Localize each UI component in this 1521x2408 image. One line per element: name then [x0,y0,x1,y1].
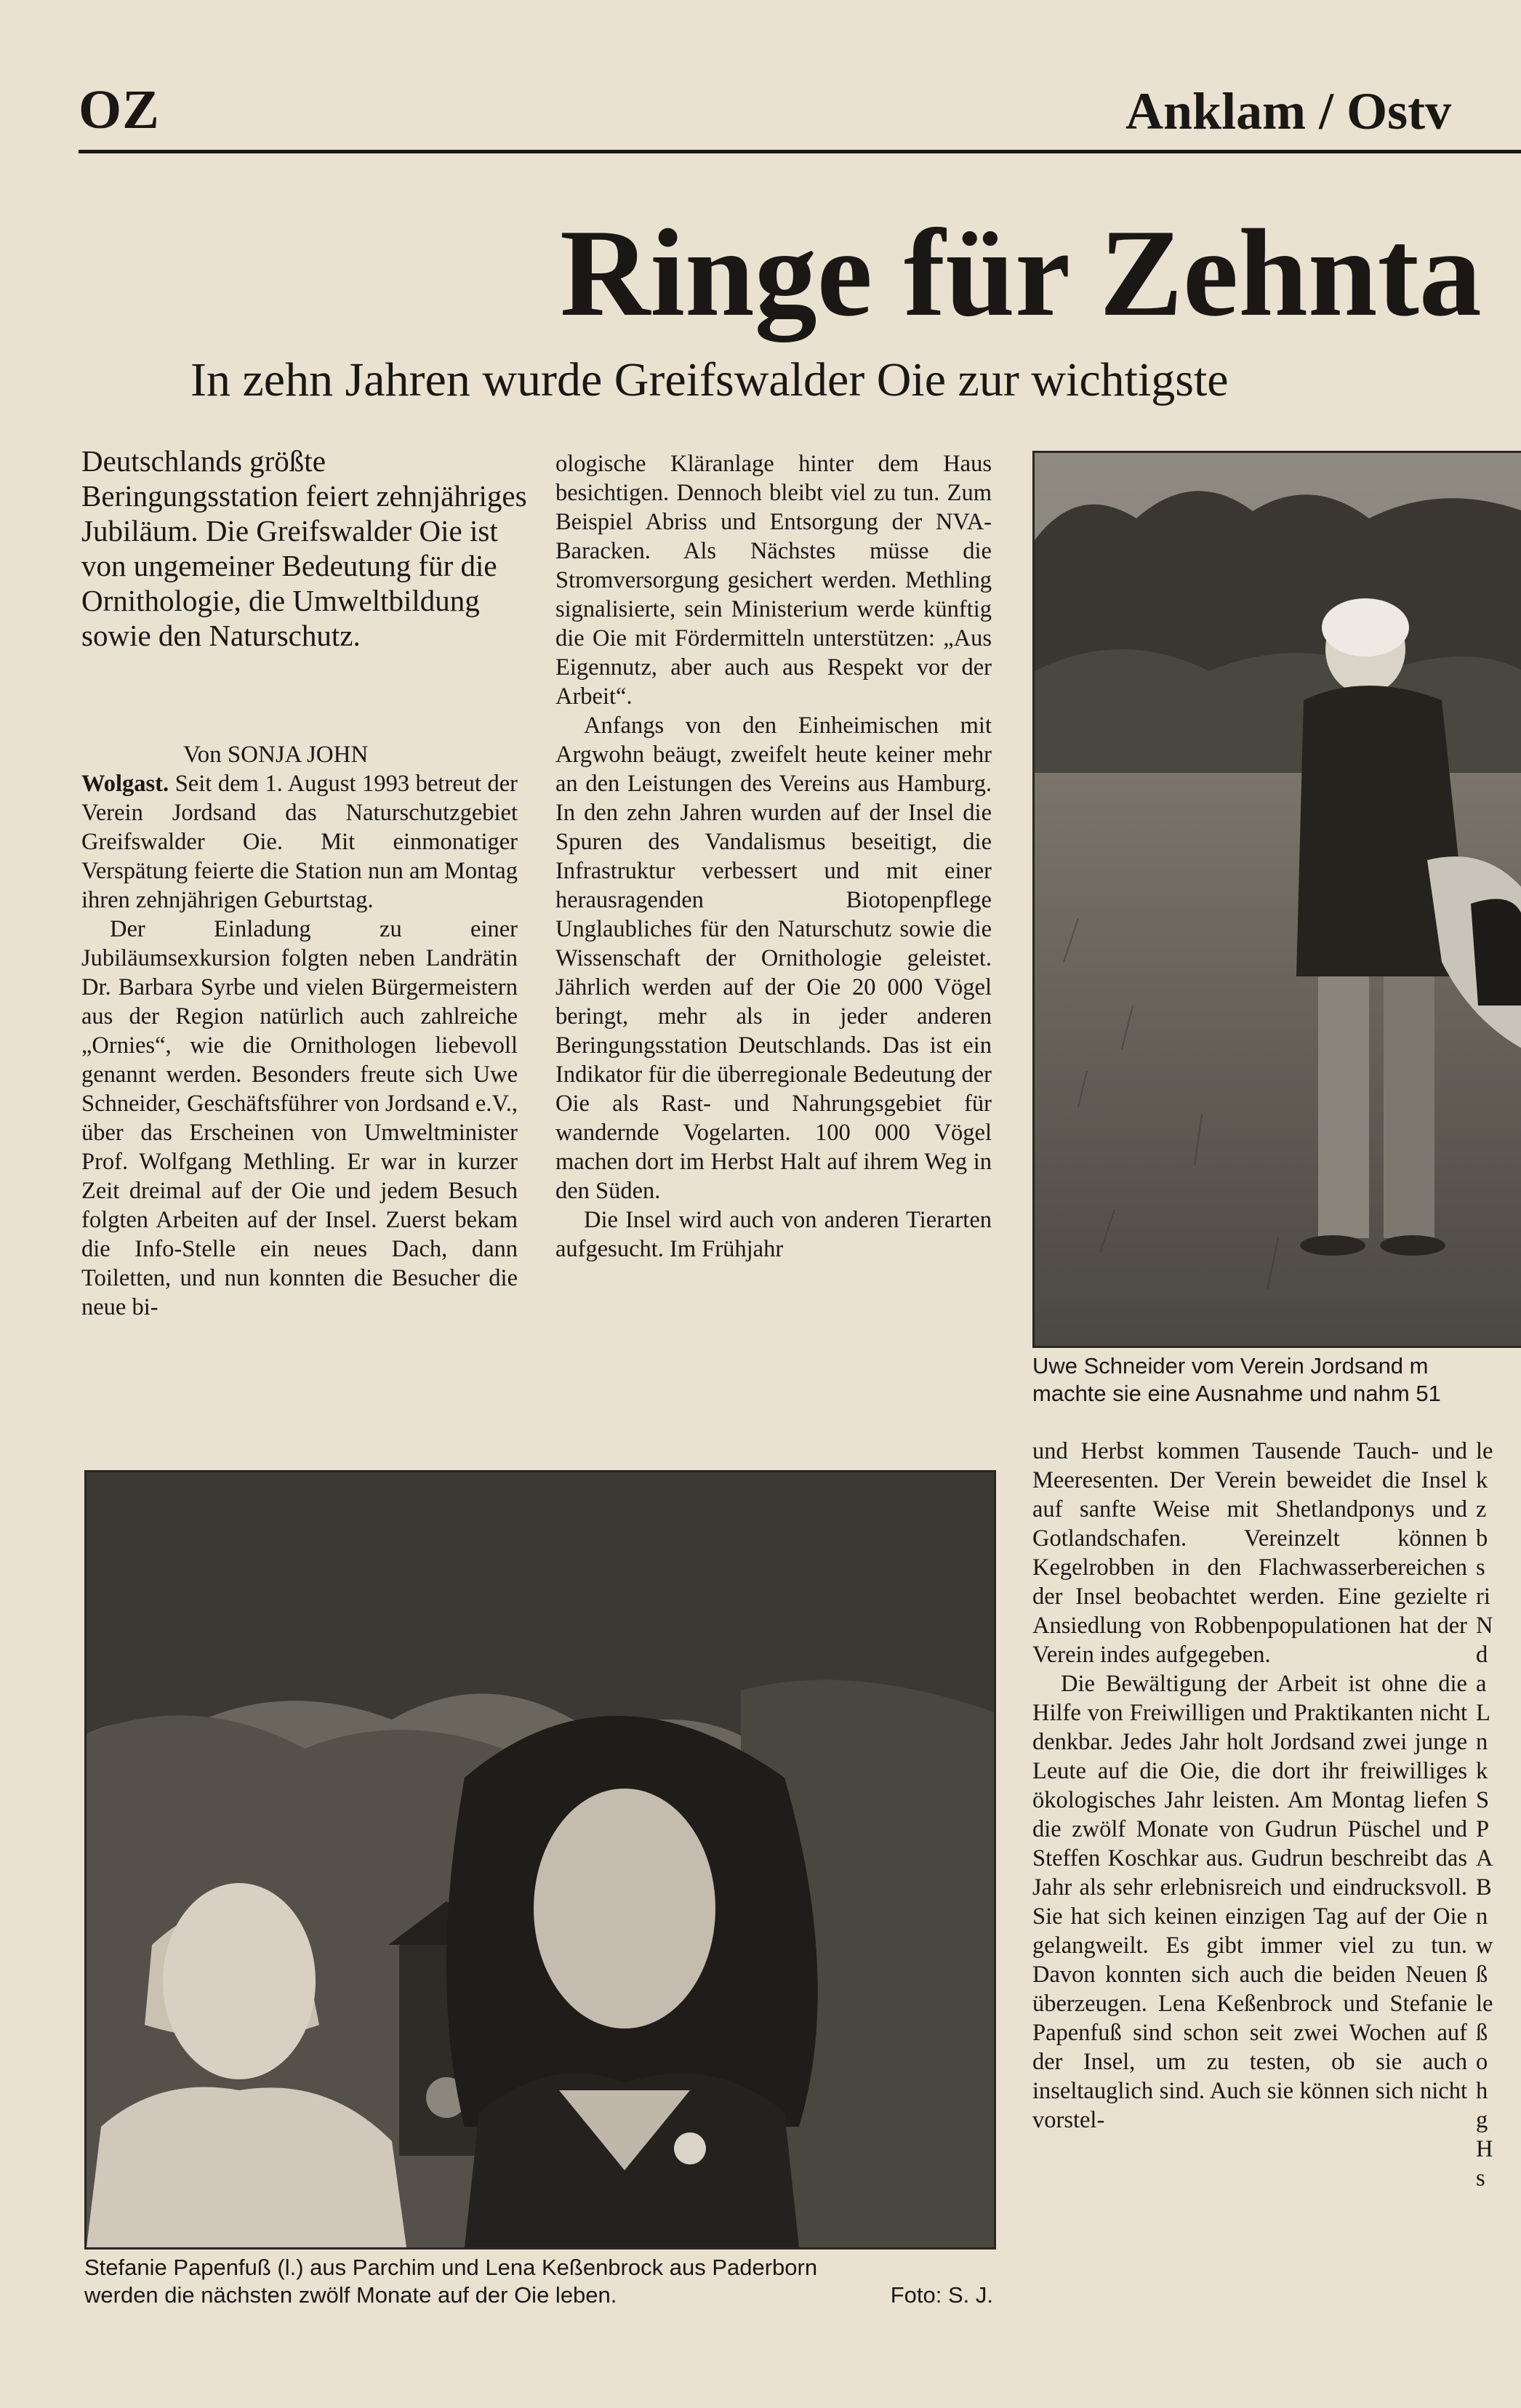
photo1-caption [1032,1352,1521,1408]
dateline: Wolgast. [81,771,169,797]
cropped-line-fragment: k [1476,1467,1488,1493]
article-lead [81,444,532,653]
article-headline: Ringe für Zehnta [560,204,1482,342]
cropped-line-fragment: N [1476,1613,1493,1639]
byline: Von SONJA JOHN [183,742,369,768]
cropped-line-fragment: k [1476,1758,1488,1784]
body-column-3 [1032,1437,1467,2316]
cropped-line-fragment: g [1476,2107,1488,2133]
newspaper-abbreviation: OZ [79,79,160,140]
cropped-line-fragment: d [1476,1642,1488,1668]
photo-portrait-image [87,1472,994,2247]
cropped-line-fragment: s [1476,2165,1485,2191]
body-paragraph: Der Einladung zu einer Jubiläumsexkursion folgten neben Landrätin Dr. Barbara Syrbe und vielen Bürgermeistern aus der Region natürlich auch zahlreiche „Ornies“, wie die Ornithologen liebevoll genannt werden. Besonders freute sich Uwe Schneider, Geschäftsführer von Jordsand e.V., über das Erscheinen von Umweltminister Prof. Wolfgang Methling. Er war in kurzer Zeit dreimal auf der Oie und jedem Besuch folgten Arbeiten auf der Insel. Zuerst bekam die Info-Stelle ein neues Dach, dann Toiletten, und nun konnten die Besucher die neue bi- [81,916,518,1320]
paragraph-text: Seit dem 1. August 1993 betreut der Verein Jordsand das Naturschutzgebiet Greifswalder Oie. Mit einmonatiger Verspätung feierte die Station nun am Montag ihren zehnjährigen Geburtstag. [81,771,518,913]
photo-two-volunteers [84,1470,996,2250]
lead-text: Deutschlands größte Beringungsstation feiert zehnjähriges Jubiläum. Die Greifswalder Oie ist von ungemeiner Bedeutung für die Ornithologie, die Umweltbildung sowie den Naturschutz. [81,444,527,652]
body-paragraph: Die Insel wird auch von anderen Tierarten aufgesucht. Im Frühjahr [555,1207,992,1262]
photo2-caption [84,2254,993,2309]
cropped-line-fragment: ri [1476,1584,1490,1610]
cropped-line-fragment: A [1476,1845,1493,1871]
photo-uwe-schneider [1032,451,1521,1348]
photo-field-image [1035,453,1521,1346]
cropped-line-fragment: H [1476,2136,1493,2162]
cropped-line-fragment: le [1476,1438,1493,1464]
cropped-line-fragment: n [1476,1903,1488,1930]
cropped-line-fragment: n [1476,1729,1488,1755]
cropped-line-fragment: ß [1476,1962,1488,1988]
caption-line [84,2281,993,2309]
cropped-line-fragment: z [1476,1496,1487,1522]
body-column-2 [555,449,992,1438]
cropped-line-fragment: s [1476,1554,1485,1581]
cropped-line-fragment: a [1476,1671,1487,1697]
cropped-line-fragment: ß [1476,2020,1488,2046]
body-paragraph: Anfangs von den Einheimischen mit Argwohn beäugt, zweifelt heute keiner mehr an den Leistungen des Vereins aus Hamburg. In den zehn Jahren wurden auf der Insel die Spuren des Vandalismus beseitigt, die Infrastruktur verbessert und mit einer herausragenden Biotopenpflege Unglaubliches für den Naturschutz sowie die Wissenschaft der Ornithologie geleistet. Jährlich werden auf der Oie 20 000 Vögel beringt, mehr als in jeder anderen Beringungsstation Deutschlands. Das ist ein Indikator für die überregionale Bedeutung der Oie als Rast- und Nahrungsgebiet für wandernde Vogelarten. 100 000 Vögel machen dort im Herbst Halt auf ihrem Weg in den Süden. [555,713,992,1204]
caption-text: werden die nächsten zwölf Monate auf der Oie leben. [84,2282,617,2308]
cropped-line-fragment: B [1476,1874,1492,1901]
caption-line: machte sie eine Ausnahme und nahm 51 [1032,1381,1441,1406]
body-paragraph [81,769,518,915]
cropped-line-fragment: o [1476,2049,1488,2075]
caption-line: Uwe Schneider vom Verein Jordsand m [1032,1353,1429,1378]
cropped-line-fragment: le [1476,1991,1493,2017]
cropped-line-fragment: L [1476,1700,1490,1726]
masthead-rule [79,150,1521,153]
cropped-line-fragment: P [1476,1816,1490,1842]
photo-credit: Foto: S. J. [890,2282,993,2308]
cropped-line-fragment: h [1476,2078,1488,2104]
cropped-line-fragment: w [1476,1933,1493,1959]
section-title: Anklam / Ostv [1125,82,1452,140]
body-column-4-cropped [1476,1437,1521,2316]
caption-line: Stefanie Papenfuß (l.) aus Parchim und Lena Keßenbrock aus Paderborn [84,2255,818,2280]
article-subheadline: In zehn Jahren wurde Greifswalder Oie zur wichtigste [190,353,1229,406]
body-column-1 [81,769,518,1438]
body-paragraph: ologische Kläranlage hinter dem Haus besichtigen. Dennoch bleibt viel zu tun. Zum Beispiel Abriss und Entsorgung der NVA-Baracken. Als Nächstes müsse die Stromversorgung gesichert werden. Methling signalisierte, sein Ministerium werde künftig die Oie mit Fördermitteln unterstützen: „Aus Eigennutz, aber auch aus Respekt vor der Arbeit“. [555,451,992,710]
cropped-line-fragment: b [1476,1525,1488,1552]
cropped-line-fragment: S [1476,1787,1490,1813]
body-paragraph: und Herbst kommen Tausende Tauch- und Meeresenten. Der Verein beweidet die Insel auf sanfte Weise mit Shetlandponys und Gotlandschafen. Vereinzelt können Kegelrobben in den Flachwasserbereichen der Insel beobachtet werden. Eine gezielte Ansiedlung von Robbenpopulationen hat der Verein indes aufgegeben. [1032,1438,1467,1668]
body-paragraph: Die Bewältigung der Arbeit ist ohne die Hilfe von Freiwilligen und Praktikanten nicht denkbar. Jedes Jahr holt Jordsand zwei junge Leute auf die Oie, die dort ihr freiwilliges ökologisches Jahr leisten. Am Montag liefen die zwölf Monate von Gudrun Püschel und Steffen Koschkar aus. Gudrun beschreibt das Jahr als sehr erlebnisreich und eindrucksvoll. Sie hat sich keinen einzigen Tag auf der Oie gelangweilt. Es gibt immer viel zu tun. Davon konnten sich auch die beiden Neuen überzeugen. Lena Keßenbrock und Stefanie Papenfuß sind schon seit zwei Wochen auf der Insel, um zu testen, ob sie auch inseltauglich sind. Auch sie können sich nicht vorstel- [1032,1671,1467,2133]
